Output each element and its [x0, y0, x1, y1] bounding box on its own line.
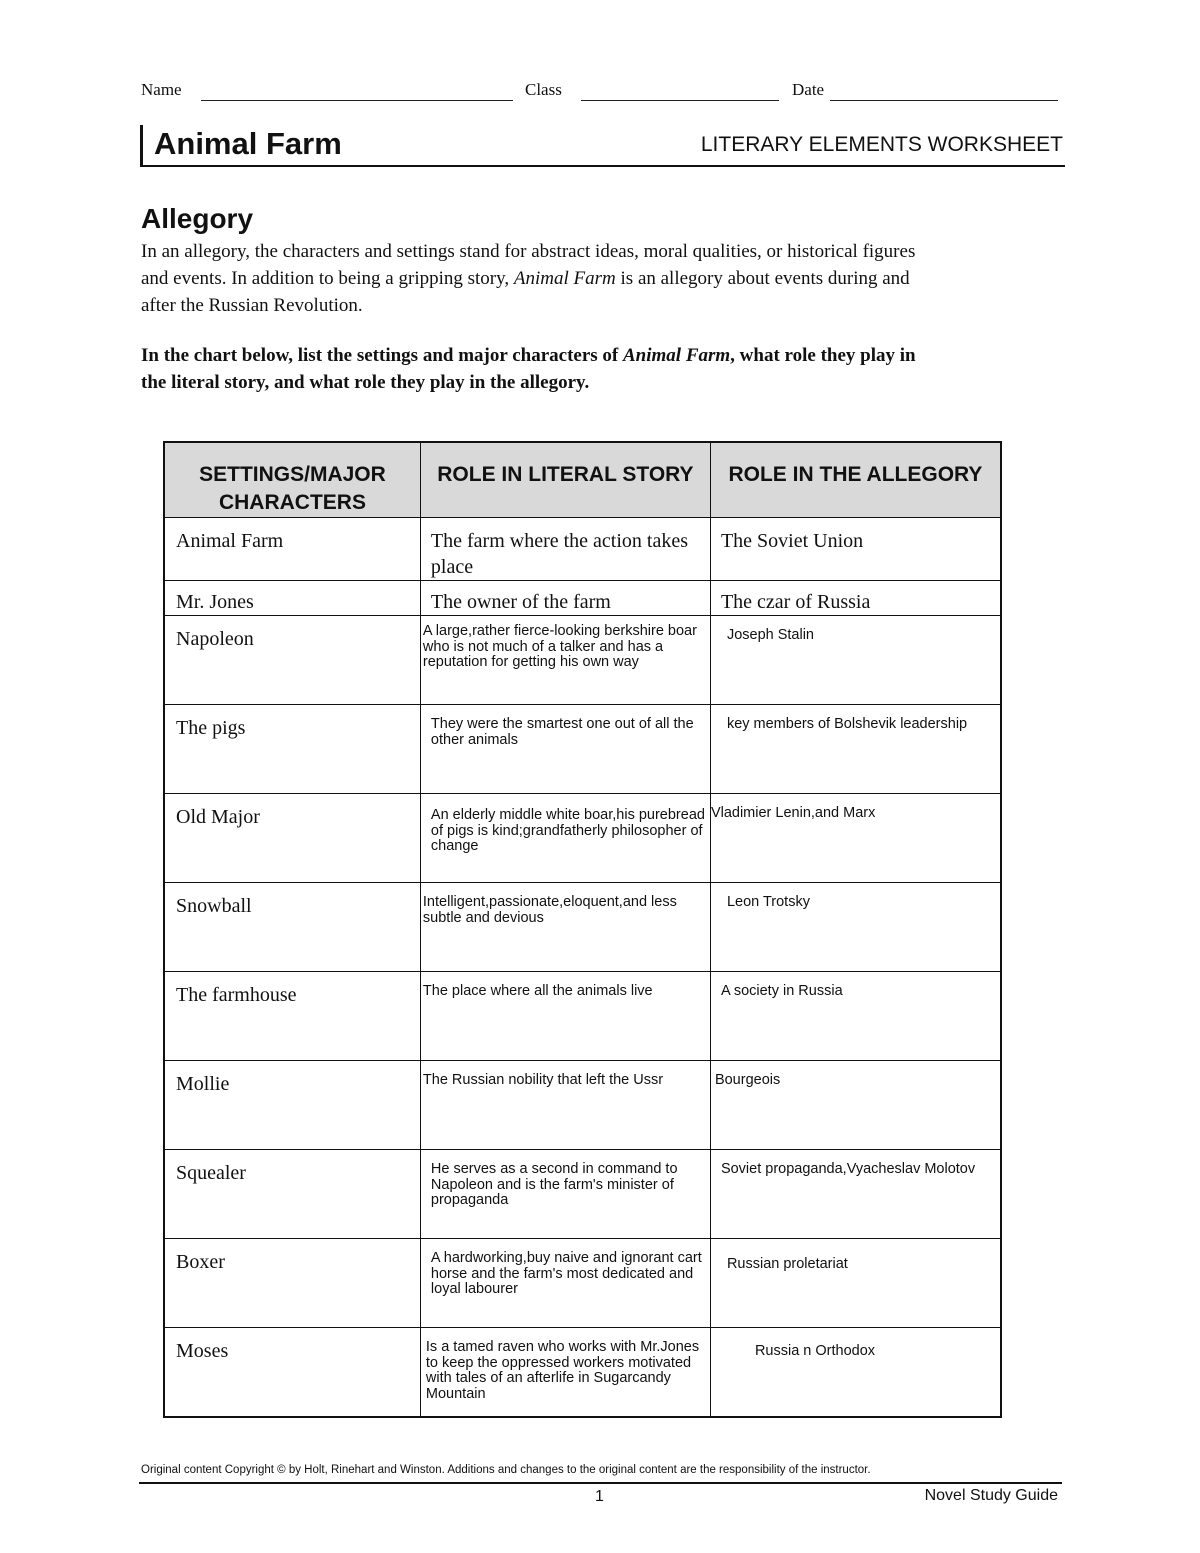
row-literal[interactable]: A hardworking,buy naive and ignorant cart horse and the farm's most dedicated and loyal labourer	[420, 1239, 710, 1328]
row-allegory[interactable]: key members of Bolshevik leadership	[710, 705, 1000, 794]
date-field[interactable]	[830, 100, 1058, 101]
table-row	[165, 1328, 1001, 1417]
name-label: Name	[141, 80, 182, 99]
table-row	[165, 518, 1001, 581]
row-allegory[interactable]: The czar of Russia	[710, 581, 1000, 616]
title-bar	[140, 125, 1065, 167]
table-header-row	[165, 443, 1001, 518]
row-literal[interactable]: The Russian nobility that left the Ussr	[420, 1061, 710, 1150]
footer-divider	[139, 1482, 1062, 1484]
row-allegory[interactable]: Vladimier Lenin,and Marx	[710, 794, 1000, 883]
table-row	[165, 972, 1001, 1061]
row-name[interactable]: Moses	[165, 1328, 421, 1417]
table-row	[165, 705, 1001, 794]
row-name[interactable]: Boxer	[165, 1239, 421, 1328]
instr-text-1: In the chart below, list the settings and major characters of	[141, 345, 623, 366]
allegory-table	[164, 442, 1001, 1417]
row-allegory[interactable]: Soviet propaganda,Vyacheslav Molotov	[710, 1150, 1000, 1239]
row-name[interactable]: Old Major	[165, 794, 421, 883]
table-row	[165, 794, 1001, 883]
row-name[interactable]: Squealer	[165, 1150, 421, 1239]
footer-guide-label: Novel Study Guide	[924, 1487, 1058, 1504]
row-name[interactable]: Mollie	[165, 1061, 421, 1150]
row-allegory[interactable]: A society in Russia	[710, 972, 1000, 1061]
header-allegory: ROLE IN THE ALLEGORY	[710, 443, 1000, 518]
row-name[interactable]: The farmhouse	[165, 972, 421, 1061]
header-settings: SETTINGS/MAJOR CHARACTERS	[165, 443, 421, 518]
row-literal[interactable]: He serves as a second in command to Napoleon and is the farm's minister of propaganda	[420, 1150, 710, 1239]
row-name[interactable]: Animal Farm	[165, 518, 421, 581]
intro-paragraph	[141, 238, 921, 319]
page-number: 1	[595, 1488, 604, 1505]
row-name[interactable]: Snowball	[165, 883, 421, 972]
class-field[interactable]	[581, 100, 779, 101]
row-allegory[interactable]: Bourgeois	[710, 1061, 1000, 1150]
instructions-paragraph	[141, 342, 921, 396]
table-row	[165, 1150, 1001, 1239]
table-row	[165, 581, 1001, 616]
row-literal[interactable]: An elderly middle white boar,his purebread of pigs is kind;grandfatherly philosopher of change	[420, 794, 710, 883]
instr-title-em: Animal Farm	[623, 345, 731, 366]
row-literal[interactable]: Intelligent,passionate,eloquent,and less subtle and devious	[420, 883, 710, 972]
row-literal[interactable]: They were the smartest one out of all the other animals	[420, 705, 710, 794]
row-literal[interactable]: The farm where the action takes place	[420, 518, 710, 581]
page-title: Animal Farm	[154, 126, 342, 161]
allegory-chart	[163, 441, 1002, 1418]
row-allegory[interactable]: Russia n Orthodox	[710, 1328, 1000, 1417]
name-field[interactable]	[201, 100, 513, 101]
intro-text-1: In an allegory, the characters and settings stand for abstract ideas, moral qualities, or historical figures and events. In addition to being a gripping story,	[141, 241, 916, 289]
row-allegory[interactable]: Russian proletariat	[710, 1239, 1000, 1328]
row-literal[interactable]: Is a tamed raven who works with Mr.Jones to keep the oppressed workers motivated with tales of an afterlife in Sugarcandy Mountain	[420, 1328, 710, 1417]
student-info-header	[141, 80, 1061, 104]
copyright-notice: Original content Copyright © by Holt, Rinehart and Winston. Additions and changes to the original content are the responsibility of the instructor.	[141, 1464, 871, 1476]
row-literal[interactable]: A large,rather fierce-looking berkshire boar who is not much of a talker and has a reputation for getting his own way	[420, 616, 710, 705]
row-allegory[interactable]: Joseph Stalin	[710, 616, 1000, 705]
class-label: Class	[525, 80, 562, 99]
row-allegory[interactable]: The Soviet Union	[710, 518, 1000, 581]
intro-text-2: is an allegory about events during and after the Russian Revolution.	[141, 268, 910, 316]
row-literal[interactable]: The place where all the animals live	[420, 972, 710, 1061]
intro-title-em: Animal Farm	[513, 268, 616, 289]
row-name[interactable]: Mr. Jones	[165, 581, 421, 616]
date-label: Date	[792, 80, 825, 99]
row-name[interactable]: The pigs	[165, 705, 421, 794]
table-row	[165, 1061, 1001, 1150]
row-allegory[interactable]: Leon Trotsky	[710, 883, 1000, 972]
row-literal[interactable]: The owner of the farm	[420, 581, 710, 616]
table-row	[165, 883, 1001, 972]
table-row	[165, 1239, 1001, 1328]
worksheet-type: LITERARY ELEMENTS WORKSHEET	[700, 133, 1063, 156]
instr-text-2: , what role they play in the literal story, and what role they play in the allegory.	[141, 345, 916, 393]
table-row	[165, 616, 1001, 705]
row-name[interactable]: Napoleon	[165, 616, 421, 705]
header-literal: ROLE IN LITERAL STORY	[420, 443, 710, 518]
section-heading: Allegory	[141, 203, 254, 234]
